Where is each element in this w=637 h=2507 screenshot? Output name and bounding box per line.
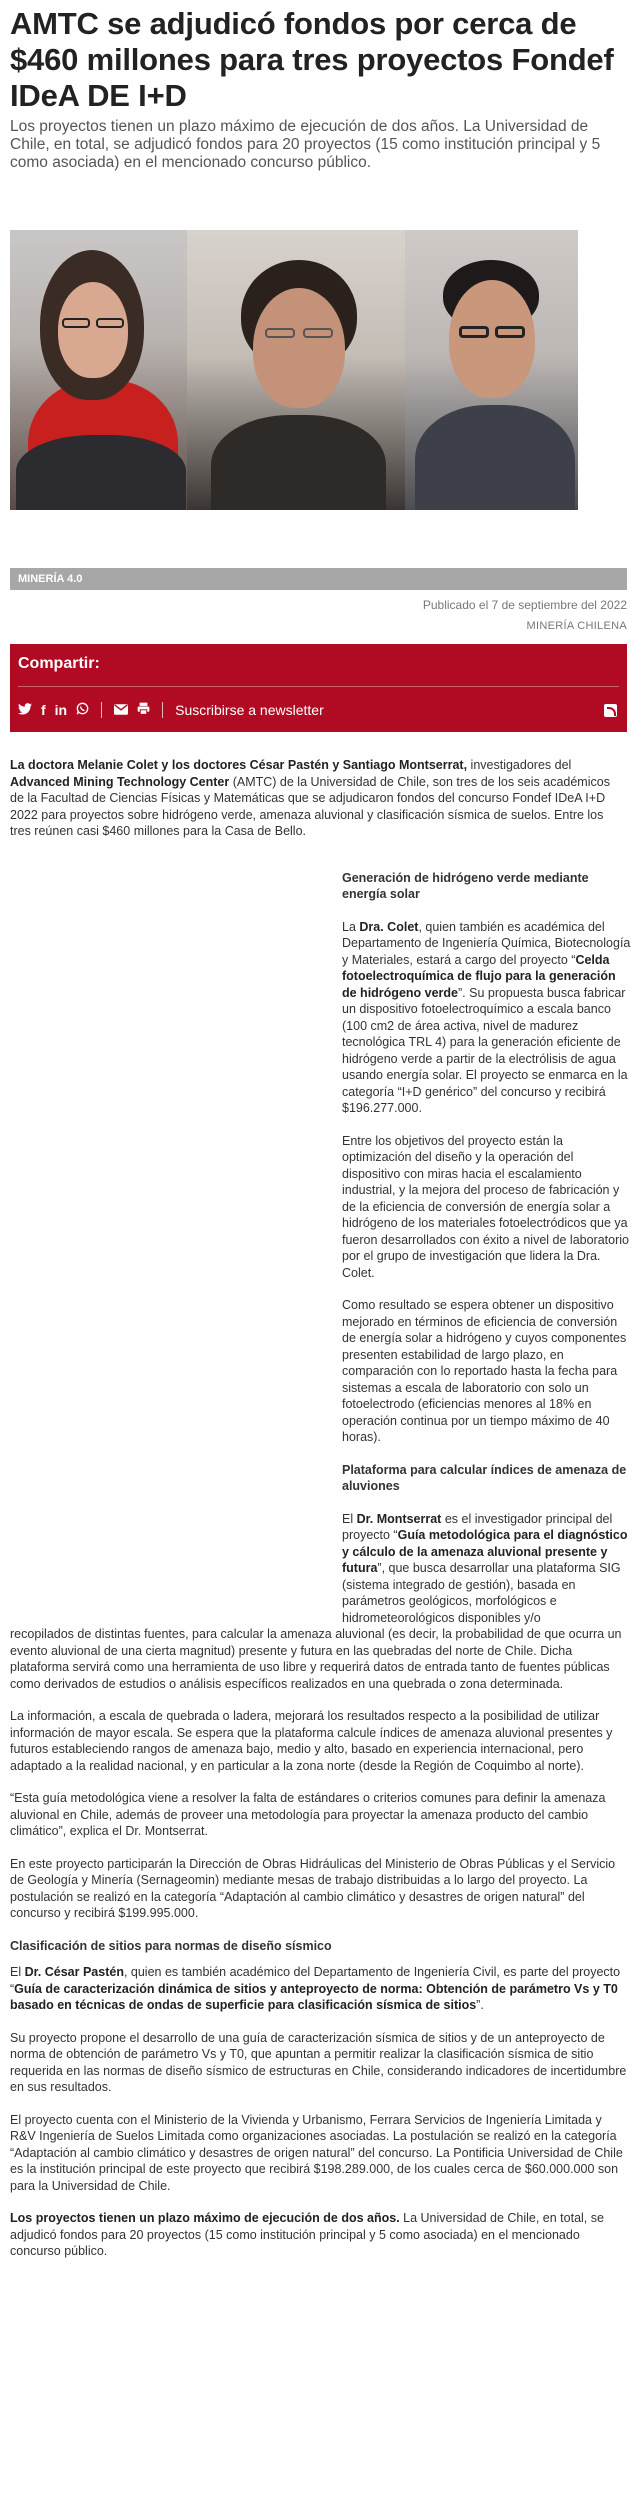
publish-date: Publicado el 7 de septiembre del 2022: [422, 598, 627, 612]
share-title: Compartir:: [18, 655, 100, 672]
intro-paragraph: [10, 757, 627, 840]
share-separator: [101, 702, 102, 718]
section-heading: Plataforma para calcular índices de amenaza de aluviones: [342, 1462, 627, 1493]
section-paragraph: El Dr. César Pastén, quien es también académico del Departamento de Ingeniería Civil, es parte del proyecto “Guía de caracterización dinámica de sitios y anteproyecto de norma: Obtención de parámetro Vs y T0 basado en técnicas de ondas de superficie para clasificación sísmica de sitios”.: [10, 1965, 621, 2012]
closing-paragraph: Los proyectos tienen un plazo máximo de ejecución de dos años. La Universidad de Chile, en total, se adjudicó fondos para 20 proyectos (15 como institución principal y 5 como asociada) en el mencionado concurso público.: [10, 2211, 604, 2258]
section-heading: Clasificación de sitios para normas de diseño sísmico: [10, 1938, 332, 1953]
newsletter-link[interactable]: Suscribirse a newsletter: [175, 702, 324, 718]
share-icons: [18, 702, 324, 718]
quote-paragraph: “Esta guía metodológica viene a resolver la falta de estándares o criterios comunes para definir la amenaza aluvional en Chile, además de proveer una metodología para proyectar la amenaza producto del cambio climático”, explica el Dr. Montserrat.: [10, 1791, 606, 1838]
section-paragraph: La Dra. Colet, quien también es académica del Departamento de Ingeniería Química, Biotecnología y Materiales, estará a cargo del proyecto “Celda fotoelectroquímica de flujo para la generación de hidrógeno verde”. Su propuesta busca fabricar un dispositivo fotoelectroquímico a escala banco (100 cm2 de área activa, nivel de madurez tecnológica TRL 4) para la generación eficiente de hidrógeno verde a partir de la electrólisis de agua usando energía solar. El proyecto se enmarca en la categoría “I+D genérico” del concurso y recibirá $196.277.000.: [342, 919, 631, 1115]
linkedin-icon[interactable]: in: [54, 702, 68, 718]
rss-icon[interactable]: [604, 704, 617, 717]
share-divider: [18, 686, 619, 687]
article-photo: [10, 230, 578, 510]
whatsapp-icon[interactable]: [76, 702, 89, 718]
twitter-icon[interactable]: [18, 702, 32, 718]
section-paragraph: El Dr. Montserrat es el investigador principal del proyecto “Guía metodológica para el diagnóstico y cálculo de la amenaza aluvional presente y futura”, que busca desarrollar una plataforma SIG (sistema integrado de gestión), basada en parámetros geológicos, morfológicos e hidrometeorológicos disponibles y/o: [342, 1511, 628, 1625]
article-headline: AMTC se adjudicó fondos por cerca de $460 millones para tres proyectos Fondef IDeA DE I+D: [10, 6, 614, 113]
section-paragraph: Como resultado se espera obtener un dispositivo mejorado en términos de eficiencia de conversión de energía solar a hidrógeno y cuyos componentes presenten estabilidad de largo plazo, en comparación con lo reportado hasta la fecha para sistemas a escala de laboratorio con solo un fotoelectrodo (eficiencias menores al 18% en operación continua por un tiempo máximo de 40 horas).: [342, 1298, 627, 1444]
photo-montserrat: [405, 230, 578, 510]
photo-pasten: [187, 230, 405, 510]
section-paragraph: recopilados de distintas fuentes, para calcular la amenaza aluvional (es decir, la probabilidad de que ocurra un evento aluvional de una cierta magnitud) presente y futura en las quebradas del norte de Chile. Dicha plataforma servirá como una herramienta de uso libre y requerirá datos de entrada tanto de fuentes públicas como derivados de estudios o análisis específicos realizados en una quebrada o zona determinada.: [10, 1627, 622, 1691]
intro-text: (AMTC) de la Universidad de Chile, son tres de los seis académicos de la Facultad de Ciencias Físicas y Matemáticas que se adjudicaron fondos del concurso Fondef IDeA I+D 2022 para proyectos sobre hidrógeno verde, amenaza aluvional y clasificación sísmica de suelos. Entre los tres reúnen casi $460 millones para la Casa de Bello.: [10, 774, 610, 838]
print-icon[interactable]: [137, 702, 150, 718]
amtc-name: Advanced Mining Technology Center: [10, 774, 230, 789]
share-separator: [162, 702, 163, 718]
share-box: [10, 644, 627, 732]
mail-icon[interactable]: [114, 702, 128, 718]
category-tag[interactable]: MINERÍA 4.0: [10, 568, 627, 590]
section-paragraph: Entre los objetivos del proyecto están la optimización del diseño y la operación del dispositivo con miras hacia el escalamiento industrial, y la mejora del proceso de fabricación y de la eficiencia de conversión de energía solar a hidrógeno de los materiales fotoelectródicos que ya fueron desarrollados con éxito a nivel de laboratorio por el grupo de investigación que lidera la Dra. Colet.: [342, 1133, 629, 1280]
section-hydrogen: [342, 870, 632, 1627]
article-subhead: Los proyectos tienen un plazo máximo de ejecución de dos años. La Universidad de Chile, en total, se adjudicó fondos para 20 proyectos (15 como institución principal y 5 como asociada) en el mencionado concurso público.: [10, 118, 601, 171]
source-label: MINERÍA CHILENA: [526, 620, 627, 632]
photo-colet: [10, 230, 187, 510]
intro-text: investigadores del: [467, 758, 572, 772]
section-paragraph: La información, a escala de quebrada o ladera, mejorará los resultados respecto a la posibilidad de utilizar información de mayor escala. Se espera que la plataforma calcule índices de amenaza aluvional presentes y futuros estableciendo rangos de amenaza bajo, medio y alto, basado en experiencia internacional, pero adaptado a la realidad nacional, y en particular a la zona norte (desde la Región de Coquimbo al norte).: [10, 1709, 613, 1773]
section-heading: Generación de hidrógeno verde mediante energía solar: [342, 870, 589, 901]
intro-researchers: La doctora Melanie Colet y los doctores César Pastén y Santiago Montserrat,: [10, 758, 468, 772]
section-paragraph: Su proyecto propone el desarrollo de una guía de caracterización sísmica de sitios y de un anteproyecto de norma de obtención de parámetro Vs y T0, que apuntan a permitir realizar la clasificación sísmica de sitio requerida en las normas de diseño sísmico de estructuras en Chile, considerando indicadores de incertidumbre en sus resultados.: [10, 2030, 627, 2094]
section-paragraph: El proyecto cuenta con el Ministerio de la Vivienda y Urbanismo, Ferrara Servicios de Ingeniería Limitada y R&V Ingeniería de Suelos Limitada como organizaciones asociadas. La postulación se realizó en la categoría “Adaptación al cambio climático y desastres de origen natural” del concurso. La Pontificia Universidad de Chile es la institución principal de este proyecto que recibirá $198.289.000, de los cuales cerca de $60.000.000 son para la Universidad de Chile.: [10, 2112, 623, 2193]
facebook-icon[interactable]: f: [41, 702, 46, 718]
section-paragraph: En este proyecto participarán la Dirección de Obras Hidráulicas del Ministerio de Obras Públicas y el Servicio de Geología y Minería (Sernageomin) mediante mesas de trabajo distribuidas a lo largo del proyecto. La postulación se realizó en la categoría “Adaptación al cambio climático y desastres de origen natural” del concurso y recibirá $199.995.000.: [10, 1856, 616, 1920]
